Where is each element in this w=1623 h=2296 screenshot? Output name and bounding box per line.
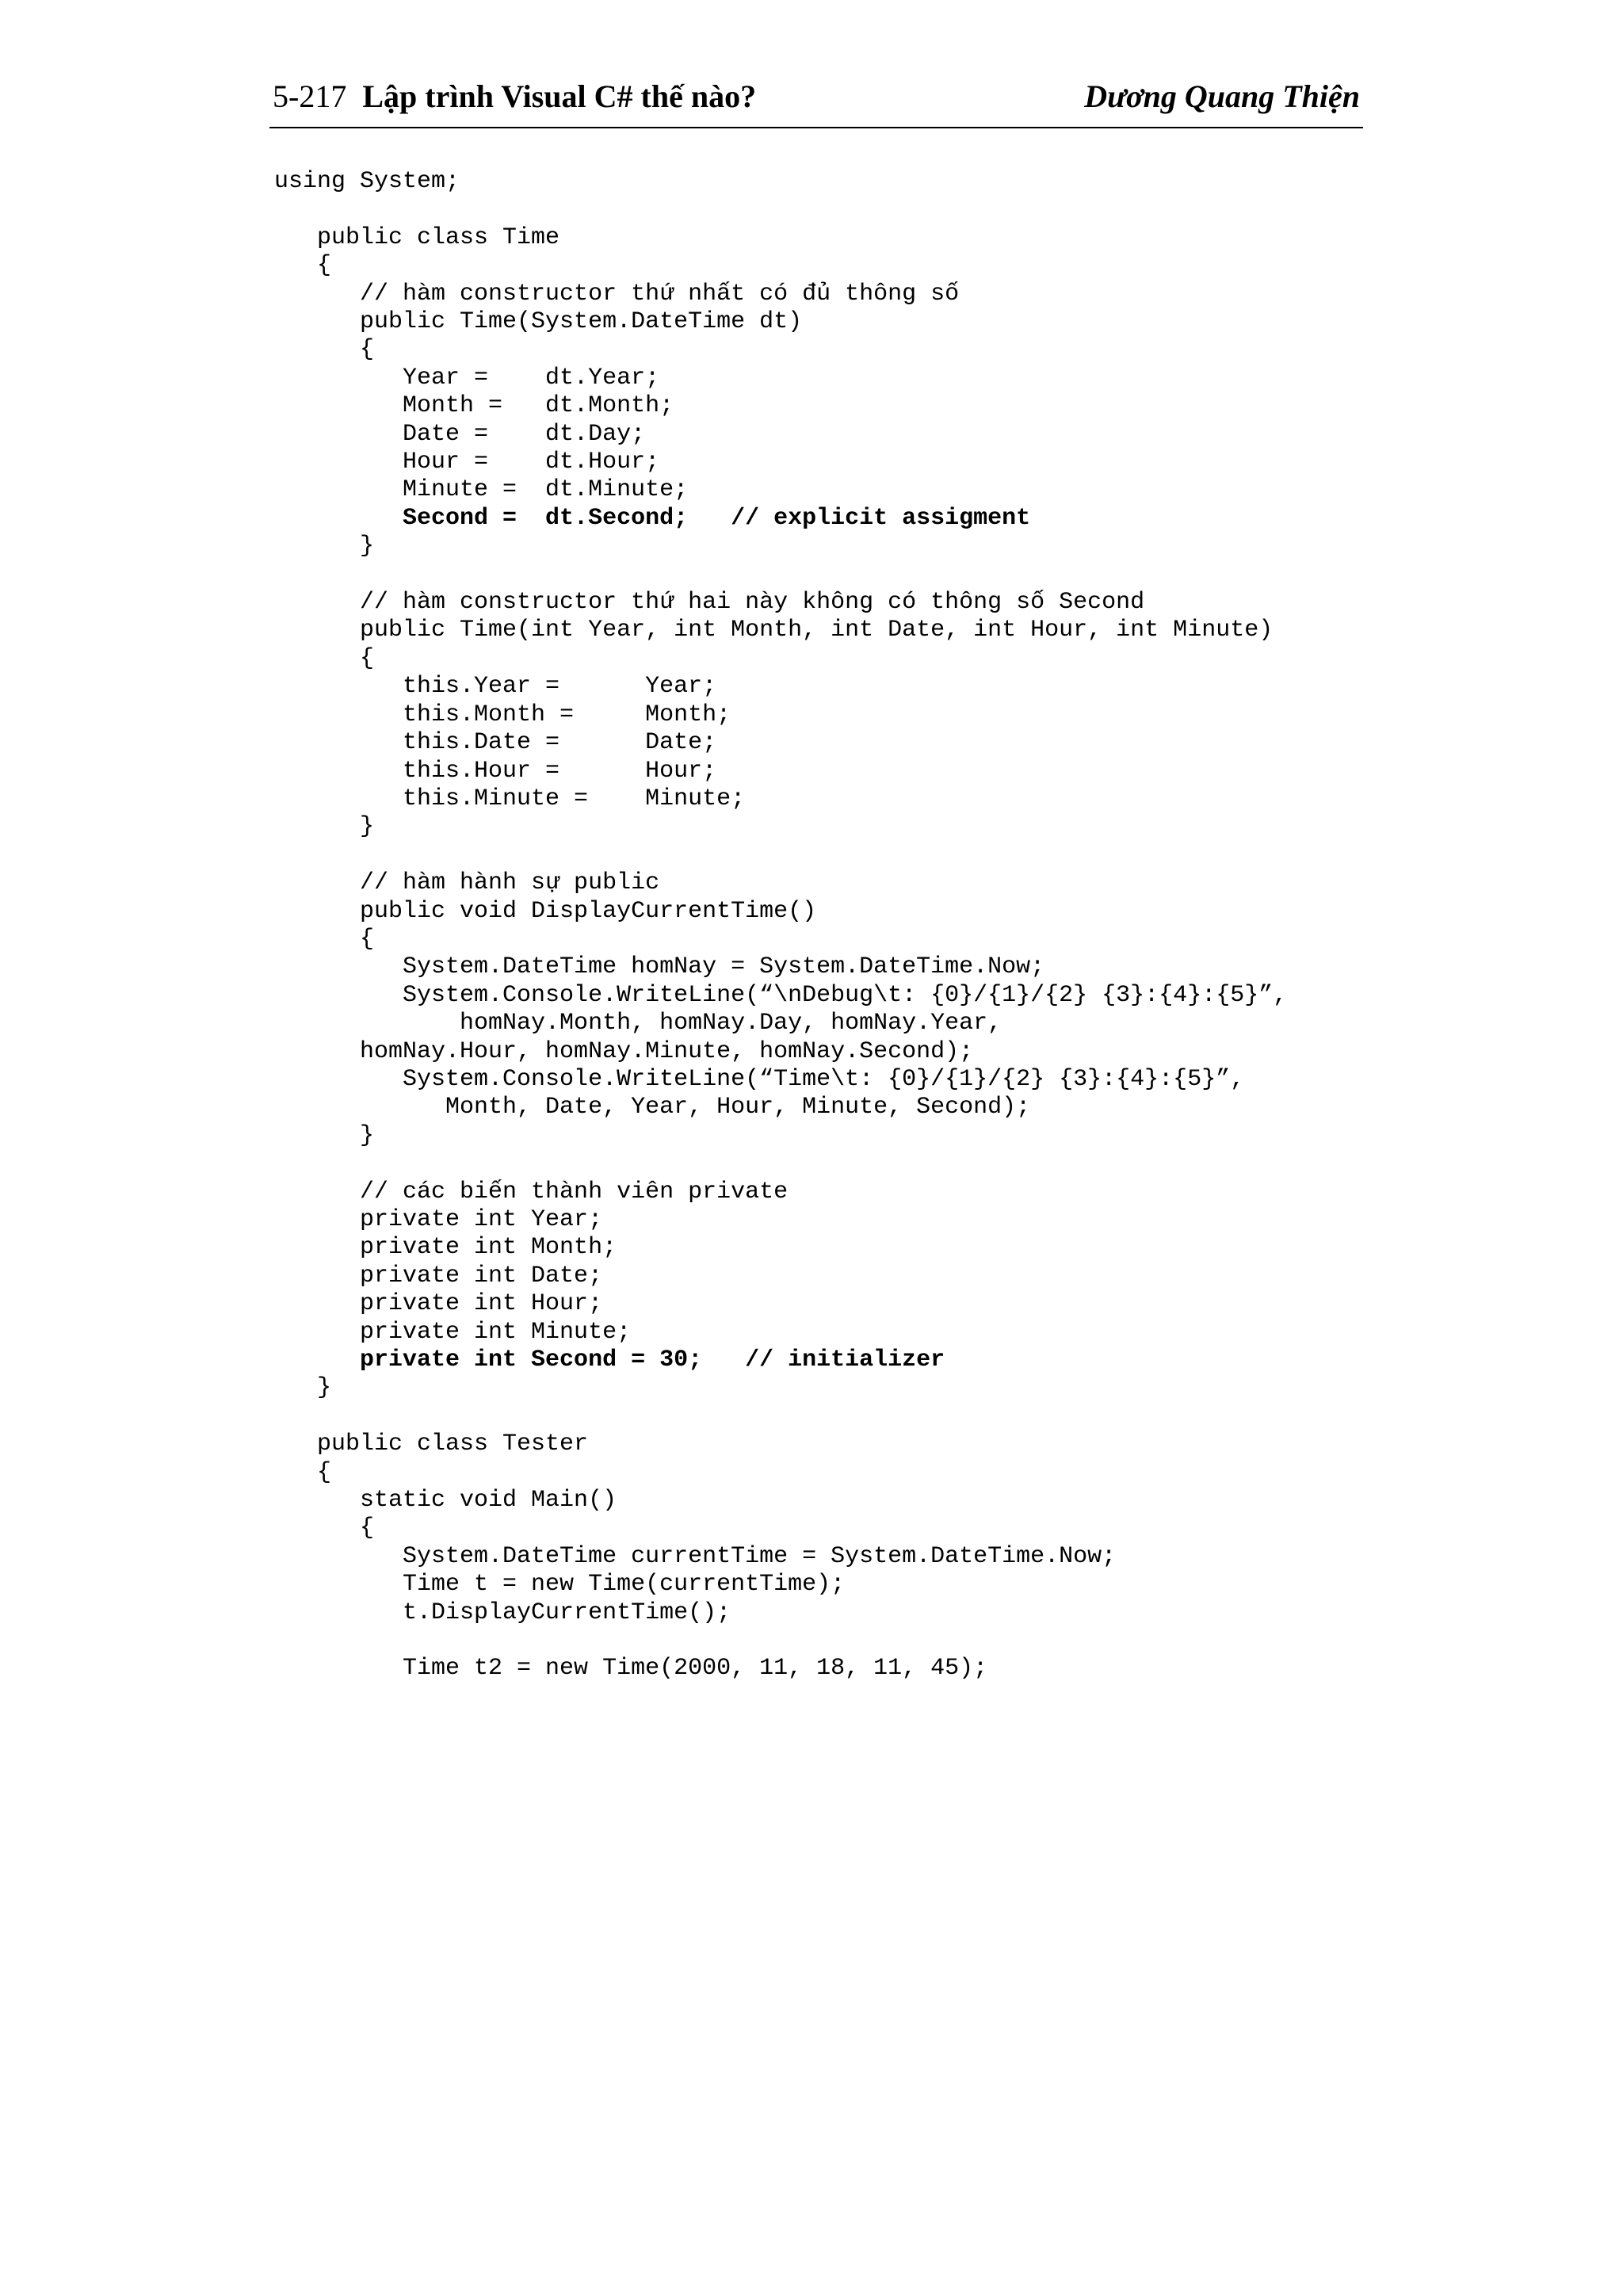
code-line: // hàm constructor thứ nhất có đủ thông số [274,280,960,308]
code-line [274,1403,1287,1431]
code-line: } [274,813,375,841]
code-line: System.DateTime currentTime = System.DateTime.Now; [274,1542,1117,1570]
code-line: Time t = new Time(currentTime); [274,1571,846,1599]
code-line: private int Year; [274,1205,603,1233]
code-line: static void Main() [274,1487,617,1515]
code-line: Second = dt.Second; // explicit assigment [274,504,1031,532]
code-line: // các biến thành viên private [274,1178,789,1205]
code-line: Minute = dt.Minute; [274,476,689,504]
code-line: Date = dt.Day; [274,420,646,448]
code-line: { [274,252,332,280]
code-line: this.Date = Date; [274,729,717,757]
code-line: System.Console.WriteLine(“Time\t: {0}/{1}/{2} {3}:{4}:{5}”, [274,1065,1245,1093]
code-line: public Time(System.DateTime dt) [274,308,803,336]
code-listing [274,168,1287,1683]
code-line: private int Hour; [274,1290,603,1318]
code-line: this.Minute = Minute; [274,785,746,812]
code-line: Month = dt.Month; [274,392,674,420]
code-line: // hàm hành sự public [274,869,660,897]
code-line: this.Hour = Hour; [274,757,717,785]
code-line: } [274,533,375,560]
code-line: { [274,1458,332,1486]
code-line [274,1150,1287,1178]
code-line [274,1627,1287,1655]
code-line: } [274,1374,332,1402]
code-line [274,842,1287,869]
code-line: private int Month; [274,1234,617,1262]
code-line [274,561,1287,589]
code-line: System.DateTime homNay = System.DateTime.Now; [274,953,1045,981]
code-line: System.Console.WriteLine(“\nDebug\t: {0}/{1}/{2} {3}:{4}:{5}”, [274,981,1288,1009]
code-line: public class Time [274,223,560,251]
page-header [269,74,1363,128]
author-name: Dương Quang Thiện [1084,78,1360,114]
code-line: Month, Date, Year, Hour, Minute, Second); [274,1094,1031,1121]
code-line: using System; [274,168,460,195]
code-line: homNay.Month, homNay.Day, homNay.Year, [274,1010,1002,1037]
code-line: { [274,1515,375,1542]
code-line [274,196,1287,223]
code-line: Year = dt.Year; [274,364,660,392]
code-line: private int Date; [274,1262,603,1289]
code-line: private int Second = 30; // initializer [274,1347,945,1373]
header-left [273,78,756,116]
code-line: this.Year = Year; [274,673,717,701]
code-line: public Time(int Year, int Month, int Date, int Hour, int Minute) [274,617,1274,644]
code-line: { [274,925,375,953]
code-line: { [274,644,375,672]
page-number: 5-217 [273,78,347,114]
code-line: public void DisplayCurrentTime() [274,897,817,925]
code-line: public class Tester [274,1431,589,1458]
code-line: private int Minute; [274,1318,632,1346]
code-line: // hàm constructor thứ hai này không có thông số Second [274,589,1145,617]
code-line: Time t2 = new Time(2000, 11, 18, 11, 45); [274,1655,988,1683]
code-line: homNay.Hour, homNay.Minute, homNay.Second); [274,1037,974,1065]
code-line: t.DisplayCurrentTime(); [274,1599,731,1626]
code-line: Hour = dt.Hour; [274,449,660,476]
code-line: } [274,1121,375,1149]
code-line: this.Month = Month; [274,701,731,728]
code-line: { [274,336,375,364]
book-title: Lập trình Visual C# thế nào? [362,78,757,114]
